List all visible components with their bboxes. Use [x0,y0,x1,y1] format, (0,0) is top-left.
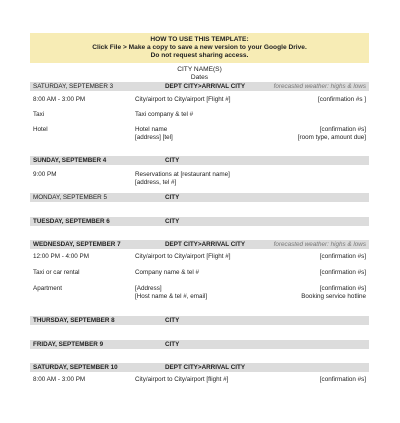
day-header [30,82,369,91]
day-city: CITY [165,193,180,201]
day-label: WEDNESDAY, SEPTEMBER 7 [33,240,121,248]
row-detail: Taxi company & tel # [135,110,194,118]
row-time: 8:00 AM - 3:00 PM [33,375,86,383]
day-header [30,156,369,165]
day-city: DEPT CITY>ARRIVAL CITY [165,240,246,248]
day-label: TUESDAY, SEPTEMBER 6 [33,217,110,225]
day-label: SATURDAY, SEPTEMBER 10 [33,363,118,371]
itinerary-row [30,96,369,111]
row-confirmation: [confirmation #s] [319,268,366,276]
title-block [30,66,369,82]
day-label: SUNDAY, SEPTEMBER 4 [33,156,107,164]
itinerary-row [30,126,369,156]
row-detail [135,171,230,187]
row-detail [135,126,173,142]
row-confirmation-line-2: [room type, amount due] [297,133,366,141]
row-detail-line-2: [Host name & tel #, email] [135,292,208,300]
weather-note: forecasted weather: highs & lows [273,82,366,90]
row-time: Taxi or car rental [33,268,80,276]
row-time: 9:00 PM [33,170,57,178]
itinerary-row [30,253,369,269]
itinerary-row [30,269,369,285]
itinerary-row [30,171,369,193]
day-header [30,217,369,226]
itinerary-page [30,33,369,392]
row-time: Hotel [33,125,48,133]
row-confirmation [301,285,366,301]
row-confirmation-line: [confirmation #s] [319,284,366,292]
row-confirmation: [confirmation #s] [319,375,366,383]
day-city: DEPT CITY>ARRIVAL CITY [165,82,246,90]
row-time: 12:00 PM - 4:00 PM [33,252,89,260]
row-confirmation [298,126,366,142]
row-detail-line: Hotel name [135,125,168,133]
day-header [30,193,369,202]
day-header [30,363,369,372]
day-city: CITY [165,340,180,348]
day-label: FRIDAY, SEPTEMBER 9 [33,340,104,348]
day-city: CITY [165,156,180,164]
row-detail-line: [Address] [135,284,162,292]
day-city: DEPT CITY>ARRIVAL CITY [165,363,246,371]
row-detail [135,285,207,301]
row-detail: City/airport to City/airport [flight #] [135,375,229,383]
banner-line-2: Click File > Make a copy to save a new version to your Google Drive. [92,44,307,52]
itinerary-row [30,376,369,392]
row-detail: Company name & tel # [135,268,200,276]
instructions-banner [30,33,369,63]
row-confirmation-line: [confirmation #s] [319,125,366,133]
row-detail-line-2: [address] [tel] [135,133,173,141]
row-time: Taxi [33,110,45,118]
weather-note: forecasted weather: highs & lows [273,240,366,248]
day-header [30,316,369,325]
day-city: CITY [165,316,180,324]
itinerary-row [30,111,369,126]
row-detail-line-2: [address, tel #] [135,178,177,186]
day-city: CITY [165,217,180,225]
row-time: 8:00 AM - 3:00 PM [33,95,86,103]
row-detail-line: Reservations at [restaurant name] [135,170,230,178]
row-time: Apartment [33,284,63,292]
day-label: MONDAY, SEPTEMBER 5 [33,193,107,201]
day-header [30,240,369,249]
row-confirmation: [confirmation #s ] [318,95,366,103]
dates-subtitle: Dates [190,74,209,81]
itinerary-row [30,285,369,316]
day-label: THURSDAY, SEPTEMBER 8 [33,316,115,324]
banner-line-3: Do not request sharing access. [150,52,249,60]
day-label: SATURDAY, SEPTEMBER 3 [33,82,114,90]
day-header [30,340,369,349]
row-detail: City/airport to City/airport [Flight #] [135,252,231,260]
row-detail: City/airport to City/airport [Flight #] [135,95,231,103]
row-confirmation-line-2: Booking service hotline [301,292,366,300]
banner-line-1: HOW TO USE THIS TEMPLATE: [150,36,249,43]
row-confirmation: [confirmation #s] [319,252,366,260]
city-names-title: CITY NAME(S) [177,66,222,74]
